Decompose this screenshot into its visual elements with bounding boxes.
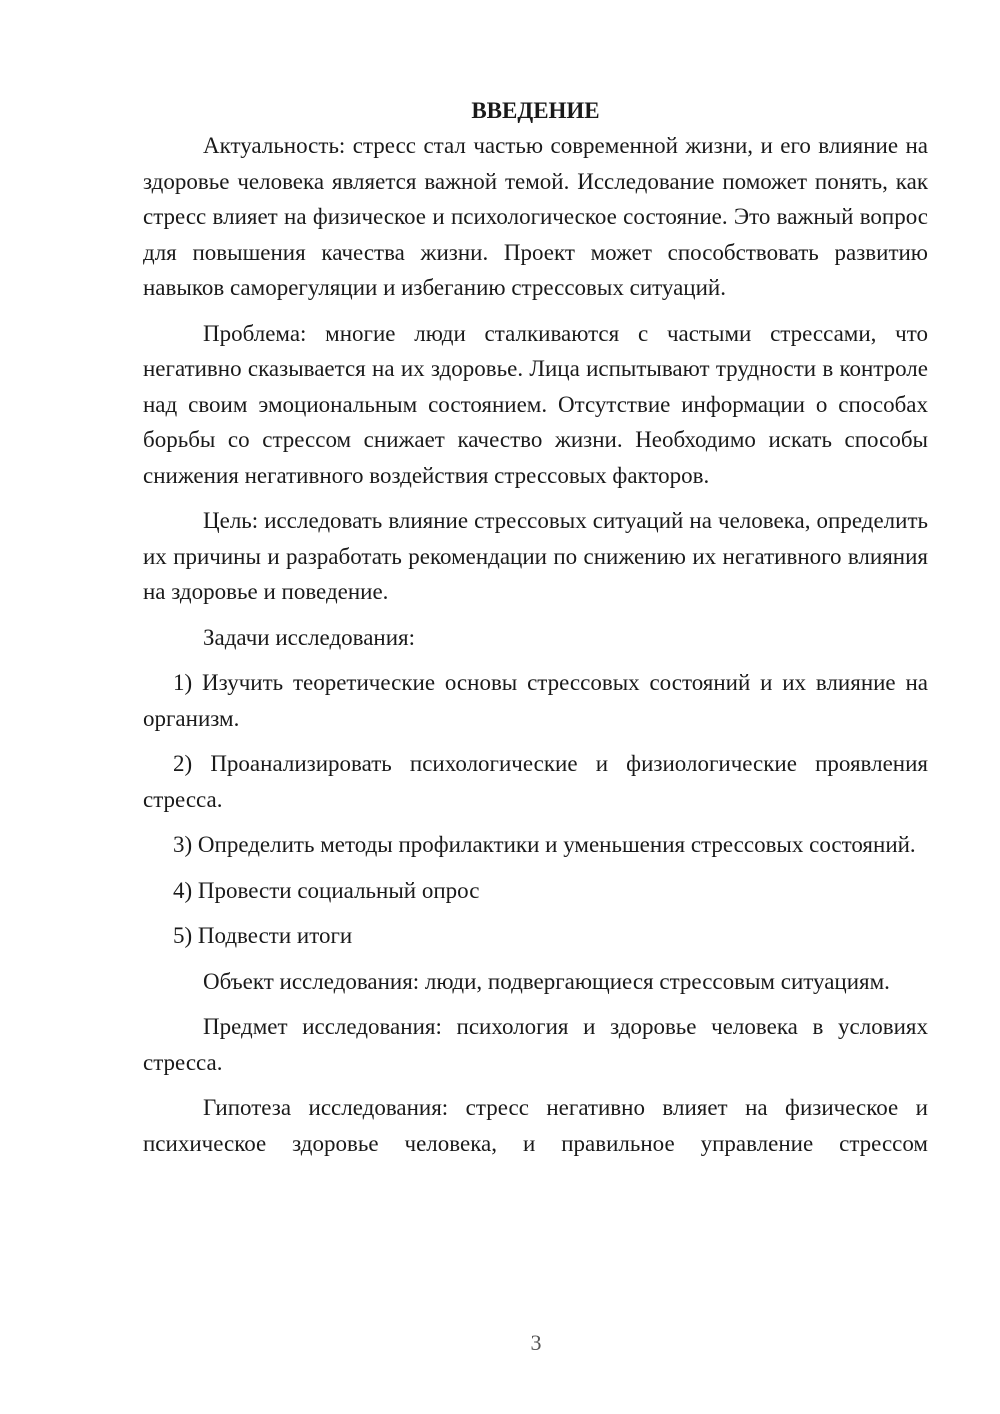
section-title: ВВЕДЕНИЕ [471,98,600,123]
task-item: 1) Изучить теоретические основы стрессовых состояний и их влияние на организм. [143,670,928,731]
object-paragraph: Объект исследования: люди, подвергающиеся стрессовым ситуациям. [203,968,890,994]
goal-paragraph: Цель: исследовать влияние стрессовых ситуаций на человека, определить их причины и разработать рекомендации по снижению их негативного влияния на здоровье и поведение. [143,508,928,604]
problem-paragraph: Проблема: многие люди сталкиваются с частыми стрессами, что негативно сказывается на их здоровье. Лица испытывают трудности в контроле над своим эмоциональным состоянием. Отсутствие информации о способах борьбы со стрессом снижает качество жизни. Необходимо искать способы снижения негативного воздействия стрессовых факторов. [143,320,928,488]
task-item: 4) Провести социальный опрос [173,877,480,903]
task-item: 5) Подвести итоги [173,923,353,948]
relevance-paragraph: Актуальность: стресс стал частью современной жизни, и его влияние на здоровье человека является важной темой. Исследование поможет понять, как стресс влияет на физическое и психологическое состояние. Это важный вопрос для повышения качества жизни. Проект может способствовать развитию навыков саморегуляции и избеганию стрессовых ситуаций. [143,133,928,300]
tasks-heading: Задачи исследования: [203,624,416,650]
hypothesis-paragraph: Гипотеза исследования: стресс негативно влияет на физическое и психическое здоровье человека, и правильное управление стрессом [143,1095,928,1156]
page-number: 3 [530,1330,542,1355]
task-item: 2) Проанализировать психологические и физиологические проявления стресса. [143,751,928,812]
document-body [143,93,928,1171]
subject-paragraph: Предмет исследования: психология и здоровье человека в условиях стресса. [143,1014,928,1075]
task-item: 3) Определить методы профилактики и уменьшения стрессовых состояний. [173,832,916,857]
